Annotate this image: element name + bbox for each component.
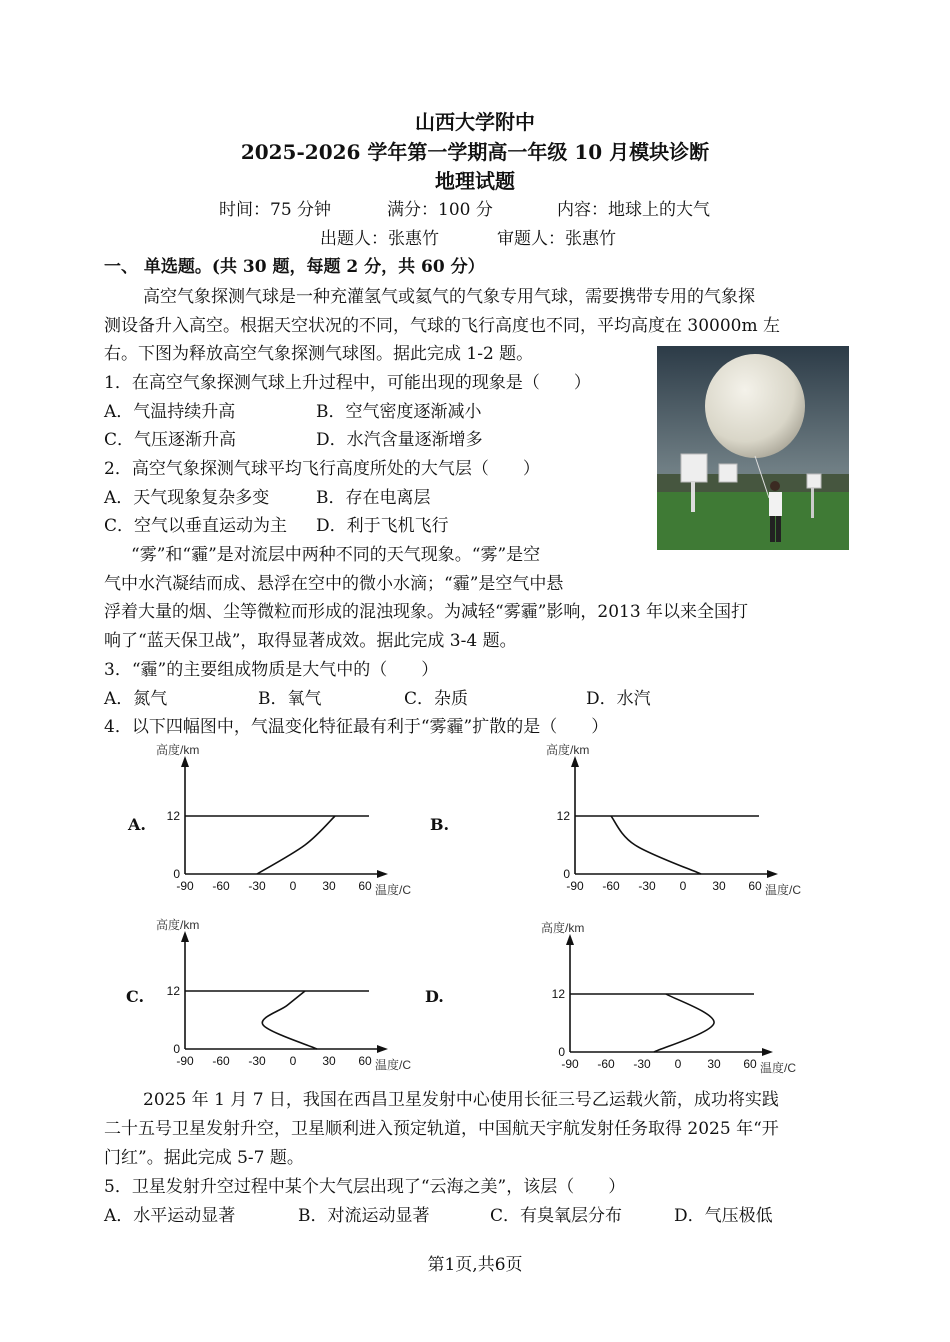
question-1: 1．在高空气象探测气球上升过程中，可能出现的现象是（ ） xyxy=(104,373,591,393)
y-tick-label: 0 xyxy=(173,1042,180,1056)
x-tick-label: -30 xyxy=(633,1057,651,1071)
y-tick-label: 12 xyxy=(166,809,180,823)
passage1-line: 高空气象探测气球是一种充灌氢气或氦气的气象专用气球，需要携带专用的气象探 xyxy=(143,287,755,307)
y-axis-label: 高度/km xyxy=(541,921,585,935)
question-4: 4．以下四幅图中，气温变化特征最有利于“雾霾”扩散的是（ ） xyxy=(104,717,609,737)
x-tick-label: -90 xyxy=(176,1054,194,1068)
temperature-curve xyxy=(257,816,335,874)
x-tick-label: -60 xyxy=(212,879,230,893)
balloon-photo xyxy=(657,346,849,550)
passage3-line: 二十五号卫星发射升空，卫星顺利进入预定轨道，中国航天宇航发射任务取得 2025 年“开 xyxy=(104,1119,779,1139)
exam-content: 内容：地球上的大气 xyxy=(557,200,710,220)
q1-option-d: D．水汽含量逐渐增多 xyxy=(316,430,483,450)
y-axis-label: 高度/km xyxy=(156,918,200,932)
q2-option-c: C．空气以垂直运动为主 xyxy=(104,516,288,536)
temperature-chart-d xyxy=(535,918,825,1078)
school-name: 山西大学附中 xyxy=(415,110,535,134)
q5-option-d: D．气压极低 xyxy=(674,1206,773,1226)
y-tick-label: 0 xyxy=(563,867,570,881)
x-tick-label: 60 xyxy=(358,1054,372,1068)
passage2-line: 气中水汽凝结而成、悬浮在空中的微小水滴；“霾”是空气中悬 xyxy=(104,574,564,594)
x-tick-label: -60 xyxy=(212,1054,230,1068)
q3-option-b: B．氧气 xyxy=(258,689,322,709)
y-axis-arrow xyxy=(571,756,579,767)
x-axis-label: 温度/C xyxy=(375,883,412,897)
reviewer: 审题人：张惠竹 xyxy=(497,229,616,249)
x-tick-label: -30 xyxy=(248,1054,266,1068)
q1-option-b: B．空气密度逐渐减小 xyxy=(316,402,482,422)
x-tick-label: 60 xyxy=(748,879,762,893)
passage1-line: 测设备升入高空。根据天空状况的不同，气球的飞行高度也不同，平均高度在 30000m 左 xyxy=(104,316,781,336)
x-tick-label: -60 xyxy=(602,879,620,893)
y-tick-label: 0 xyxy=(558,1045,565,1059)
x-tick-label: 30 xyxy=(712,879,726,893)
q5-option-a: A．水平运动显著 xyxy=(104,1206,236,1226)
temperature-curve xyxy=(262,991,317,1049)
x-axis-label: 温度/C xyxy=(375,1058,412,1072)
x-tick-label: 60 xyxy=(358,879,372,893)
y-tick-label: 12 xyxy=(551,987,565,1001)
temperature-chart-c xyxy=(150,915,440,1075)
q3-option-d: D．水汽 xyxy=(586,689,651,709)
x-axis-label: 温度/C xyxy=(765,883,802,897)
section-title: 一、 单选题。(共 30 题，每题 2 分，共 60 分） xyxy=(104,257,485,277)
x-tick-label: -90 xyxy=(561,1057,579,1071)
setter: 出题人：张惠竹 xyxy=(320,229,439,249)
passage1-line: 右。下图为释放高空气象探测气球图。据此完成 1-2 题。 xyxy=(104,344,534,364)
exam-term: 2025-2026 学年第一学期高一年级 10 月模块诊断 xyxy=(240,140,710,164)
chart-label-b: B. xyxy=(430,815,450,834)
q1-option-c: C．气压逐渐升高 xyxy=(104,430,237,450)
x-tick-label: 0 xyxy=(679,879,687,893)
x-axis-arrow xyxy=(377,1045,388,1053)
passage2-line: 响了“蓝天保卫战”，取得显著成效。据此完成 3-4 题。 xyxy=(104,631,517,651)
q5-option-b: B．对流运动显著 xyxy=(298,1206,430,1226)
x-tick-label: -30 xyxy=(638,879,656,893)
x-tick-label: 0 xyxy=(674,1057,682,1071)
q3-option-c: C．杂质 xyxy=(404,689,469,709)
temperature-chart-a xyxy=(150,740,440,900)
passage2-line: “雾”和“霾”是对流层中两种不同的天气现象。“雾”是空 xyxy=(131,545,541,565)
q3-option-a: A．氮气 xyxy=(104,689,168,709)
passage3-line: 2025 年 1 月 7 日，我国在西昌卫星发射中心使用长征三号乙运载火箭，成功将实践 xyxy=(143,1090,779,1110)
y-axis-arrow xyxy=(181,931,189,942)
passage3-line: 门红”。据此完成 5-7 题。 xyxy=(104,1148,304,1168)
y-tick-label: 12 xyxy=(166,984,180,998)
page-number: 第1页,共6页 xyxy=(427,1255,523,1275)
question-3: 3．“霾”的主要组成物质是大气中的（ ） xyxy=(104,660,439,680)
exam-time: 时间：75 分钟 xyxy=(219,200,332,220)
y-axis-label: 高度/km xyxy=(546,743,590,757)
q5-option-c: C．有臭氧层分布 xyxy=(490,1206,623,1226)
x-axis-arrow xyxy=(762,1048,773,1056)
q2-option-b: B．存在电离层 xyxy=(316,488,431,508)
q1-option-a: A．气温持续升高 xyxy=(104,402,236,422)
x-tick-label: -60 xyxy=(597,1057,615,1071)
y-tick-label: 12 xyxy=(556,809,570,823)
x-tick-label: -30 xyxy=(248,879,266,893)
question-2: 2．高空气象探测气球平均飞行高度所处的大气层（ ） xyxy=(104,459,540,479)
y-tick-label: 0 xyxy=(173,867,180,881)
chart-label-c: C. xyxy=(126,987,145,1006)
passage2-line: 浮着大量的烟、尘等微粒而形成的混浊现象。为减轻“雾霾”影响，2013 年以来全国打 xyxy=(104,602,749,622)
exam-score: 满分：100 分 xyxy=(387,200,493,220)
y-axis-label: 高度/km xyxy=(156,743,200,757)
temperature-chart-b xyxy=(540,740,830,900)
x-tick-label: -90 xyxy=(566,879,584,893)
x-axis-arrow xyxy=(377,870,388,878)
temperature-curve xyxy=(611,816,701,874)
x-tick-label: -90 xyxy=(176,879,194,893)
x-tick-label: 30 xyxy=(322,1054,336,1068)
chart-label-a: A. xyxy=(128,815,146,834)
temperature-curve xyxy=(654,994,714,1052)
q2-option-d: D．利于飞机飞行 xyxy=(316,516,449,536)
question-5: 5．卫星发射升空过程中某个大气层出现了“云海之美”，该层（ ） xyxy=(104,1177,626,1197)
x-axis-arrow xyxy=(767,870,778,878)
exam-subject: 地理试题 xyxy=(435,169,515,193)
x-tick-label: 30 xyxy=(322,879,336,893)
y-axis-arrow xyxy=(566,934,574,945)
x-tick-label: 30 xyxy=(707,1057,721,1071)
y-axis-arrow xyxy=(181,756,189,767)
x-tick-label: 0 xyxy=(289,879,297,893)
chart-label-d: D. xyxy=(425,987,444,1006)
x-axis-label: 温度/C xyxy=(760,1061,797,1075)
q2-option-a: A．天气现象复杂多变 xyxy=(104,488,270,508)
x-tick-label: 0 xyxy=(289,1054,297,1068)
x-tick-label: 60 xyxy=(743,1057,757,1071)
